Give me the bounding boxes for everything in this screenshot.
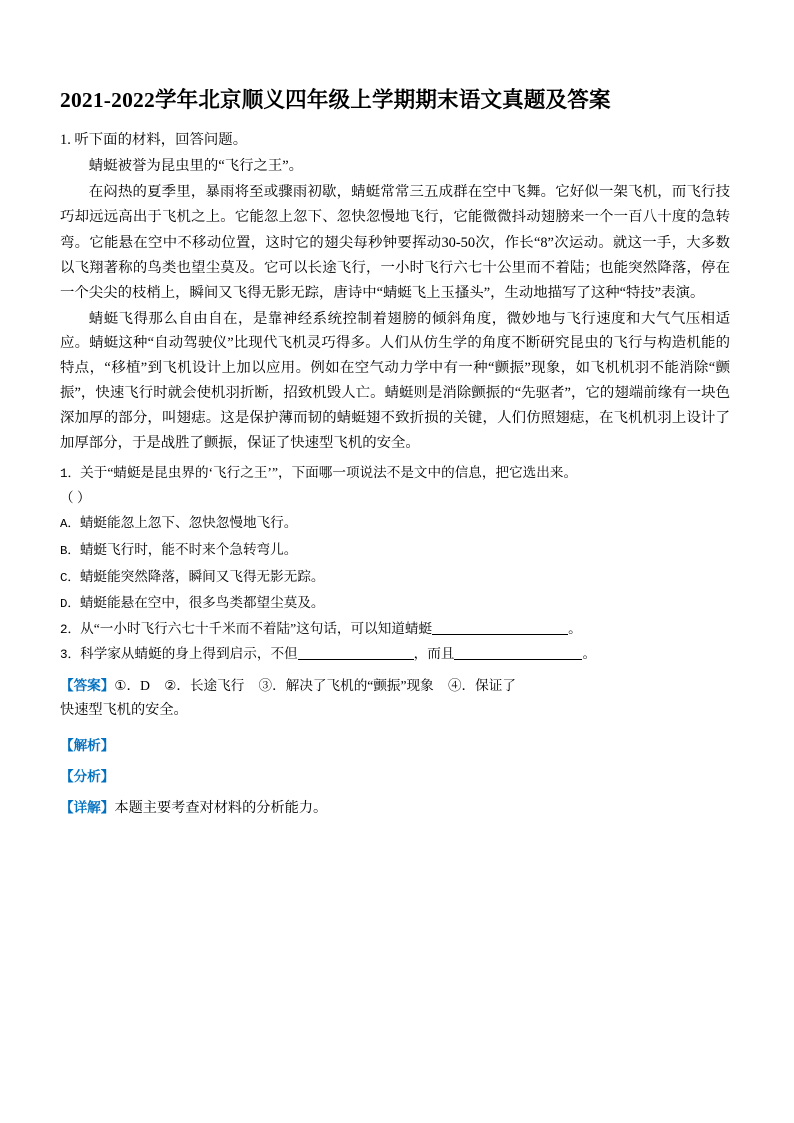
option-c-mark: C． xyxy=(60,570,80,585)
option-b-mark: B． xyxy=(60,543,80,558)
detail-text: 本题主要考查对材料的分析能力。 xyxy=(114,799,328,816)
sub-question-3-number: 3． xyxy=(60,647,81,662)
detail-row xyxy=(60,796,730,821)
sub-question-1-text: 关于“蜻蜓是昆虫界的‘飞行之王’”，下面哪一项说法不是文中的信息，把它选出来。 xyxy=(80,465,578,481)
sub-question-3-prefix: 科学家从蜻蜓的身上得到启示，不但 xyxy=(80,645,298,661)
question-stem: 1. 听下面的材料，回答问题。 xyxy=(60,132,248,149)
option-c-text: 蜻蜓能突然降落，瞬间又飞得无影无踪。 xyxy=(79,568,325,584)
sub-question-3-middle: ，而且 xyxy=(413,645,455,661)
option-d-text: 蜻蜓能悬在空中，很多鸟类都望尘莫及。 xyxy=(79,595,325,611)
answer-blank-2[interactable] xyxy=(432,621,568,635)
sub-question-2 xyxy=(60,617,730,641)
answer-row xyxy=(60,674,730,698)
page-title: 2021-2022学年北京顺义四年级上学期期末语文真题及答案 xyxy=(60,88,611,112)
option-b[interactable] xyxy=(60,537,730,564)
passage-paragraph-1: 蜻蜓被誉为昆虫里的“飞行之王”。 xyxy=(88,158,304,175)
sub-question-1 xyxy=(60,461,730,485)
answer-item-4: ④．保证了 xyxy=(447,677,516,693)
answer-continuation: 快速型飞机的安全。 xyxy=(60,702,188,719)
option-d-mark: D． xyxy=(60,597,80,612)
option-b-text: 蜻蜓飞行时，能不时来个急转弯儿。 xyxy=(79,541,298,557)
sub-question-2-suffix: 。 xyxy=(568,621,582,637)
option-a-text: 蜻蜓能忽上忽下、忽快忽慢地飞行。 xyxy=(79,514,298,530)
option-c[interactable] xyxy=(60,564,730,591)
sub-question-3-suffix: 。 xyxy=(582,645,597,661)
answer-item-3: ③．解决了飞机的“颤振”现象 xyxy=(258,677,434,693)
fenxi-tag: 【分析】 xyxy=(60,768,115,784)
option-a[interactable] xyxy=(60,510,730,537)
sub-question-1-number: 1． xyxy=(60,467,81,482)
sub-question-2-number: 2． xyxy=(60,623,81,638)
answer-tag: 【答案】 xyxy=(60,677,115,693)
sub-question-1-bracket: （ ） xyxy=(60,489,91,505)
answer-blank-3a[interactable] xyxy=(298,646,414,660)
detail-tag: 【详解】 xyxy=(60,799,115,815)
sub-question-3 xyxy=(60,642,730,666)
option-a-mark: A． xyxy=(60,516,80,531)
answer-blank-3b[interactable] xyxy=(454,646,582,660)
analysis-tag: 【解析】 xyxy=(60,737,115,753)
sub-question-2-prefix: 从“一小时飞行六七十千米而不着陆”这句话，可以知道蜻蜓 xyxy=(80,621,433,637)
option-d[interactable] xyxy=(60,590,730,617)
passage-paragraph-3: 蜻蜓飞得那么自由自在，是靠神经系统控制着翅膀的倾斜角度，微妙地与飞行速度和大气气压相适应。蜻蜓这种“自动驾驶仪”比现代飞机灵巧得多。人们从仿生学的角度不断研究昆虫的飞行与构造机能的特点，“移植”到飞机设计上加以应用。例如在空气动力学中有一种“颤振”现象，如飞机机羽不能消除“颤振”，快速飞行时就会使机羽折断，招致机毁人亡。蜻蜓则是消除颤振的“先驱者”，它的翅端前缘有一块色深加厚的部分，叫翅痣。这是保护薄而韧的蜻蜓翅不致折损的关键，人们仿照翅痣，在飞机机羽上设计了加厚部分，于是战胜了颤振，保证了快速型飞机的安全。 xyxy=(60,310,730,451)
answer-item-2: ②．长途飞行 xyxy=(164,677,245,693)
answer-item-1: ①．D xyxy=(114,677,150,693)
passage-paragraph-2: 在闷热的夏季里，暴雨将至或骤雨初歇，蜻蜓常常三五成群在空中飞舞。它好似一架飞机，而飞行技巧却远远高出于飞机之上。它能忽上忽下、忽快忽慢地飞行，它能微微抖动翅膀来一个一百八十度的急转弯。它能悬在空中不移动位置，这时它的翅尖每秒钟要挥动30-50次，作长“8”次运动。就这一手，大多数以飞翔著称的鸟类也望尘莫及。它可以长途飞行，一小时飞行六七十公里而不着陆；也能突然降落，停在一个尖尖的枝梢上，瞬间又飞得无影无踪，唐诗中“蜻蜓飞上玉搔头”，生动地描写了这种“特技”表演。 xyxy=(60,184,730,301)
